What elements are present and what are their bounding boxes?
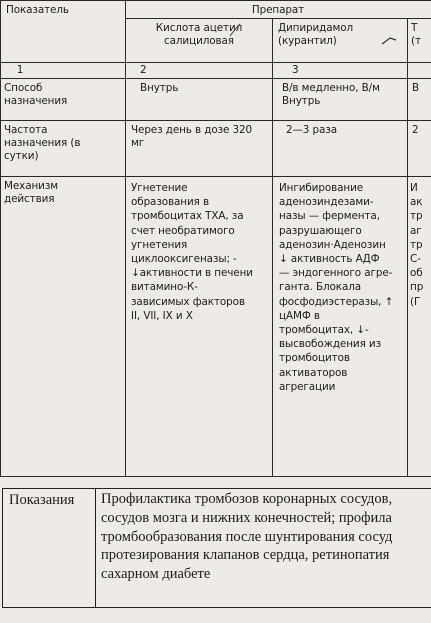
mechanism-col3-line: об (410, 267, 423, 280)
mechanism-col3-line: (Г (410, 295, 421, 308)
table-border-top (0, 0, 431, 1)
frequency-label-line: Частота (4, 124, 48, 136)
route-label (4, 82, 67, 108)
mechanism-col2-line: — эндогенного агре- (279, 267, 393, 280)
header-drug-group: Препарат (251, 4, 305, 16)
scan-artifact-mark (380, 34, 400, 48)
frequency-col3-line: 2 (412, 124, 419, 136)
route-col3 (412, 82, 431, 95)
indications-line: Профилактика тромбозов коронарных сосудов, (101, 491, 393, 507)
mechanism-col1-line: витамино-К- (131, 281, 198, 294)
mechanism-col2 (279, 181, 393, 394)
mechanism-col1-line: тромбоцитах ТХА, за (131, 210, 244, 223)
frequency-label (4, 124, 80, 164)
mechanism-col1-line: зависимых факторов (131, 295, 245, 308)
mechanism-col1-line: угнетения (131, 238, 188, 251)
frequency-label-line: сутки) (4, 150, 39, 163)
col-divider-2 (272, 18, 273, 477)
mechanism-col2-line: Ингибирование (279, 182, 364, 194)
mechanism-col1-line: ↓активности в печени (131, 267, 253, 280)
indications-line: сосудов мозга и нижних конечностей; профила (101, 509, 392, 526)
header-col3-line: Т (411, 22, 418, 34)
mechanism-col2-line: назы — фермента, (279, 210, 380, 223)
mechanism-col3-line: С- (410, 253, 421, 266)
col-divider-3 (407, 18, 408, 477)
indications-text (101, 490, 431, 584)
frequency-col1 (131, 124, 252, 150)
frequency-label-line: назначения (в (4, 137, 81, 150)
mechanism-label-line: Механизм (4, 180, 58, 192)
header-bottom-rule (0, 62, 431, 63)
route-label-line: назначения (4, 95, 68, 108)
table-border-bottom (0, 476, 431, 477)
mechanism-col2-line: ганта. Блокала (279, 281, 362, 294)
header-col1-line: Кислота ацетил (155, 22, 243, 34)
header-col3 (411, 22, 431, 48)
mechanism-col2-line: разрушающего (279, 224, 362, 237)
mechanism-col1-line: циклооксигеназы; - (131, 253, 237, 266)
mechanism-col1-line: счет необратимого (131, 224, 235, 237)
route-col1 (140, 82, 178, 95)
route-col2-line: Внутрь (282, 95, 321, 108)
mechanism-col2-line: агрегации (279, 380, 336, 393)
mechanism-col2-line: активаторов (279, 366, 348, 379)
mechanism-col3-line: тр (410, 210, 423, 223)
indications-line: протезирования клапанов сердца, ретинопатия (101, 547, 390, 564)
header-group-rule (125, 18, 431, 19)
frequency-col2-line: 2—3 раза (286, 124, 337, 136)
mechanism-col2-line: аденозин·Аденозин (279, 238, 386, 251)
number-cell-3: 3 (292, 64, 299, 76)
mechanism-col3-line: пр (410, 281, 424, 294)
mechanism-col2-line: цАМФ в (279, 309, 320, 322)
number-cell-1: 1 (16, 64, 24, 76)
mechanism-col2-line: тромбоцитах, ↓- (279, 324, 369, 337)
frequency-col2 (286, 124, 337, 137)
mechanism-col3 (410, 181, 431, 309)
mechanism-col1 (131, 181, 253, 323)
indications-divider (95, 489, 96, 607)
mechanism-col1-line: образования в (131, 196, 210, 209)
numbers-row-rule (0, 78, 431, 79)
header-col3-line: (т (411, 35, 421, 48)
indications-table (2, 488, 431, 608)
header-indicator: Показатель (6, 4, 69, 16)
col-divider-1 (125, 0, 126, 477)
indications-line: тромбообразования после шунтирования сосуд (101, 528, 393, 545)
route-col2 (282, 82, 380, 108)
frequency-col1-line: Через день в дозе 320 (131, 124, 253, 136)
mechanism-label (4, 180, 58, 206)
mechanism-label-line: действия (4, 193, 55, 206)
mechanism-col3-line: И (410, 182, 418, 194)
header-col2-line: (курантил) (278, 35, 337, 48)
frequency-col3 (412, 124, 431, 137)
frequency-col1-line: мг (131, 137, 145, 150)
mechanism-col2-line: аденозиндезами- (279, 196, 374, 209)
route-col2-line: В/в медленно, В/м (282, 82, 380, 94)
mechanism-col3-line: ак (410, 196, 423, 209)
indications-line: сахарном диабете (101, 566, 211, 583)
number-cell-2: 2 (140, 64, 147, 76)
frequency-row-rule (0, 176, 431, 177)
route-col3-line: В (412, 82, 420, 94)
header-col2 (278, 22, 353, 48)
header-col2-line: Дипиридамол (278, 22, 354, 34)
scan-artifact-mark (226, 22, 256, 42)
mechanism-col3-line: тр (410, 238, 423, 251)
indications-label: Показания (9, 492, 75, 508)
mechanism-col2-line: высвобождения из (279, 338, 382, 351)
mechanism-col1-line: Угнетение (131, 182, 188, 194)
mechanism-col2-line: тромбоцитов (279, 352, 350, 365)
route-col1-line: Внутрь (140, 82, 179, 94)
route-row-rule (0, 120, 431, 121)
route-label-line: Способ (4, 82, 43, 94)
mechanism-col2-line: ↓ активность АДФ (279, 253, 380, 266)
mechanism-col3-line: аг (410, 224, 422, 237)
header-col1-line: салициловая (164, 35, 234, 48)
mechanism-col2-line: фосфодиэстеразы, ↑ (279, 295, 394, 308)
mechanism-col1-line: II, VII, IX и X (131, 309, 193, 322)
